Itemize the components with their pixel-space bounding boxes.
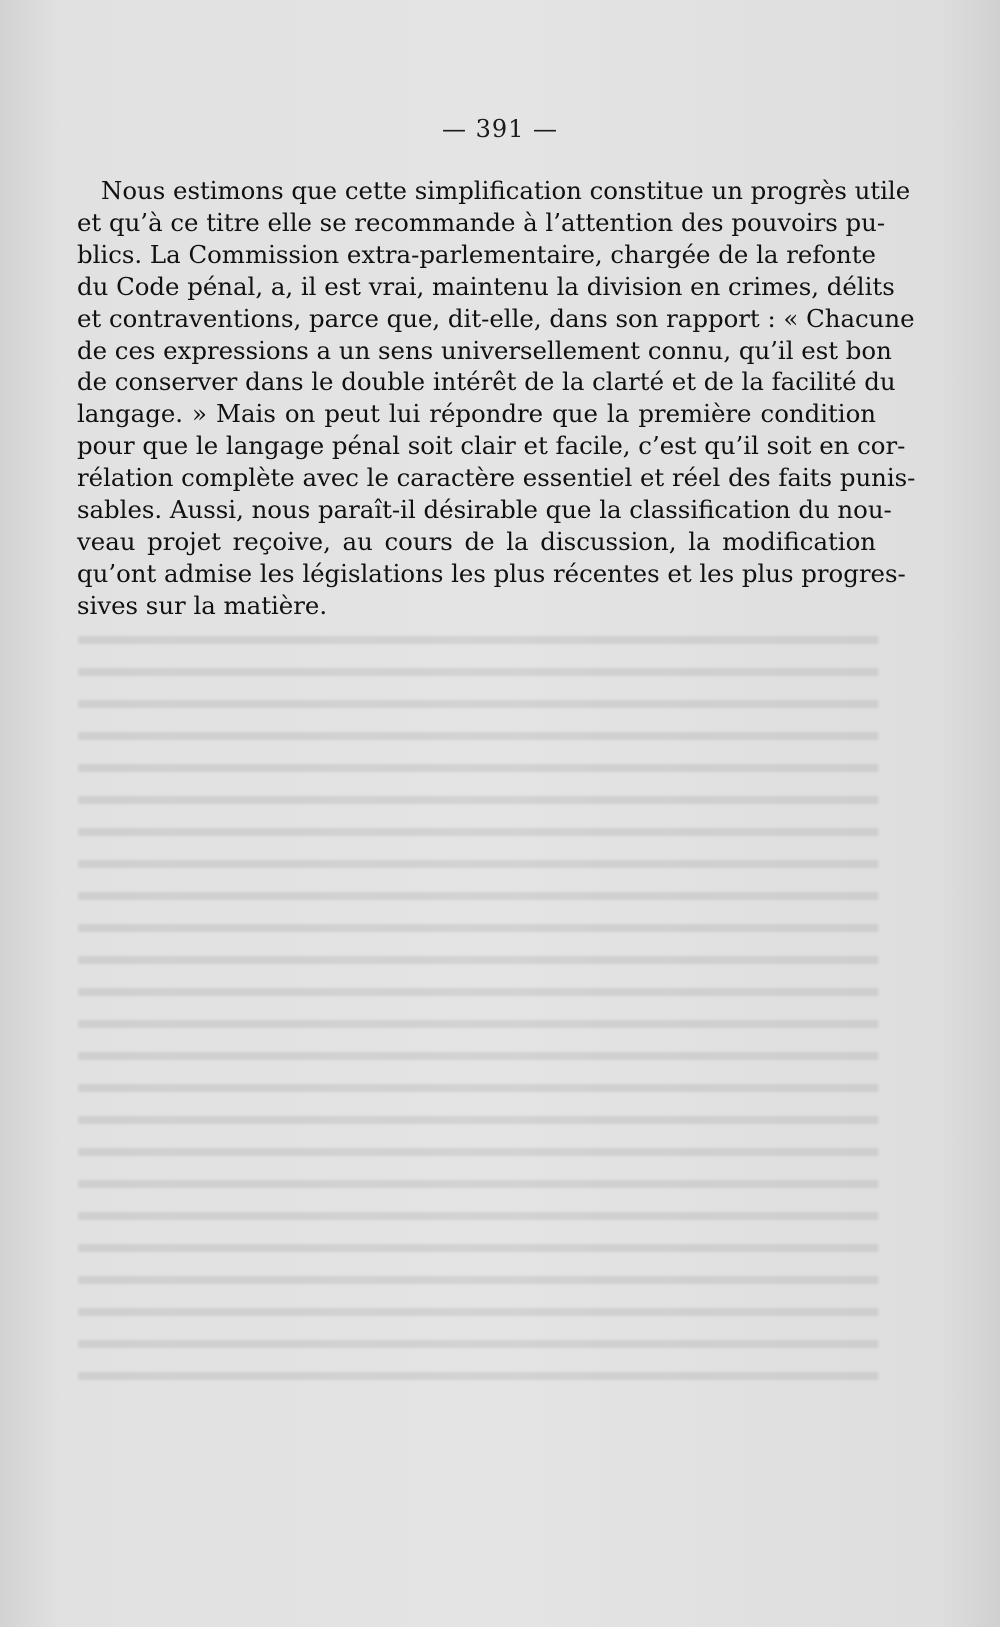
text-line: Nous estimons que cette simplification constitue un progrès utile	[101, 176, 911, 205]
text-line: pour que le langage pénal soit clair et facile, c’est qu’il soit en cor-	[77, 431, 906, 461]
text-line: et qu’à ce titre elle se recommande à l’attention des pouvoirs pu-	[77, 207, 886, 237]
text-line: sives sur la matière.	[77, 590, 328, 620]
text-line: et contraventions, parce que, dit-elle, dans son rapport : « Chacune	[77, 303, 915, 333]
text-line: langage. » Mais on peut lui répondre que la première condition	[77, 399, 876, 429]
text-line: de conserver dans le double intérêt de la clarté et de la facilité du	[77, 367, 896, 397]
bleed-through-text	[78, 620, 878, 1400]
text-line: du Code pénal, a, il est vrai, maintenu la division en crimes, délits	[77, 271, 895, 301]
body-paragraph	[77, 175, 916, 622]
text-line: sables. Aussi, nous paraît-il désirable que la classification du nou-	[77, 495, 892, 525]
text-line: rélation complète avec le caractère essentiel et réel des faits punis-	[77, 463, 916, 493]
text-line: qu’ont admise les législations les plus récentes et les plus progres-	[77, 558, 906, 588]
text-line: de ces expressions a un sens universellement connu, qu’il est bon	[77, 335, 892, 365]
page-number: — 391 —	[441, 115, 559, 143]
text-line: veau projet reçoive, au cours de la discussion, la modification	[77, 526, 876, 556]
text-line: blics. La Commission extra-parlementaire, chargée de la refonte	[77, 239, 876, 269]
